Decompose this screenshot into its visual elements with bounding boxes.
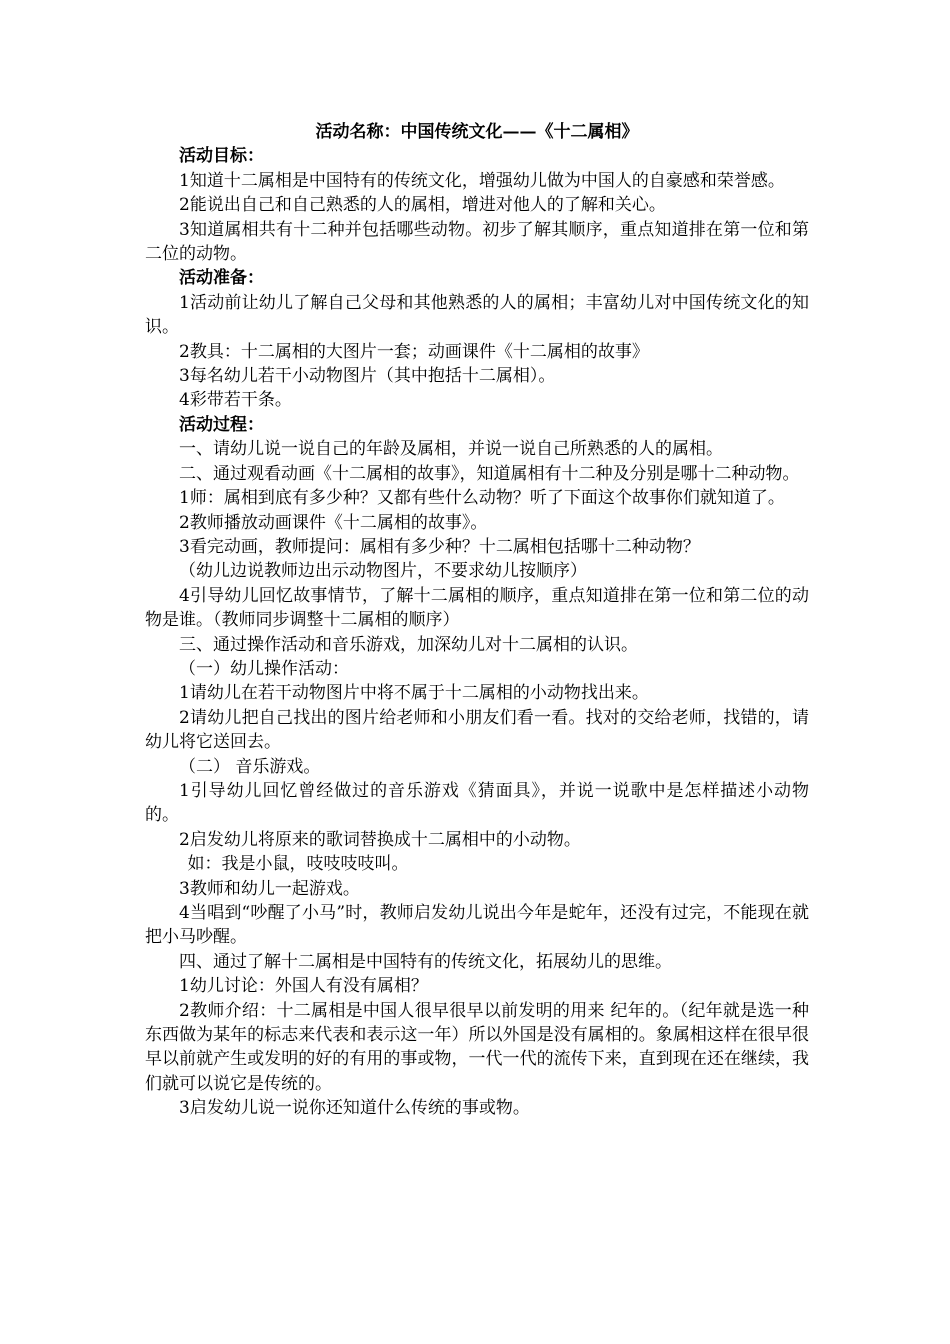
body-paragraph: （二） 音乐游戏。 — [179, 756, 321, 777]
body-paragraph: 3知道属相共有十二种并包括哪些动物。初步了解其顺序，重点知道排在第一位和第二位的动物。 — [145, 219, 809, 265]
body-paragraph: 1幼儿讨论：外国人有没有属相？ — [179, 976, 428, 997]
body-paragraph: 1引导幼儿回忆曾经做过的音乐游戏《猜面具》，并说一说歌中是怎样描述小动物的。 — [145, 780, 809, 826]
body-paragraph: 2教师介绍：十二属相是中国人很早很早以前发明的用来 纪年的。（纪年就是选一种东西做为某年的标志来代表和表示这一年）所以外国是没有属相的。象属相这样在很早很早以前就产生或发明的好的有用的事或物，一代一代的流传下来，直到现在还在继续，我们就可以说它是传统的。 — [145, 1000, 809, 1094]
section-heading: 活动过程： — [179, 414, 264, 435]
body-paragraph: 1活动前让幼儿了解自己父母和其他熟悉的人的属相；丰富幼儿对中国传统文化的知识。 — [145, 292, 809, 338]
example-line: 如：我是小鼠，吱吱吱吱叫。 — [187, 854, 409, 875]
body-paragraph: 1知道十二属相是中国特有的传统文化，增强幼儿做为中国人的自豪感和荣誉感。 — [179, 170, 785, 191]
body-paragraph: 3教师和幼儿一起游戏。 — [179, 878, 360, 899]
body-paragraph: 3看完动画，教师提问：属相有多少种？十二属相包括哪十二种动物？ — [179, 536, 700, 557]
body-paragraph: 四、通过了解十二属相是中国特有的传统文化，拓展幼儿的思维。 — [179, 951, 672, 972]
document-body — [145, 144, 809, 1120]
body-paragraph: 3每名幼儿若干小动物图片（其中抱括十二属相）。 — [179, 366, 556, 387]
body-paragraph: 4彩带若干条。 — [179, 390, 292, 411]
body-paragraph: 4当唱到“吵醒了小马”时，教师启发幼儿说出今年是蛇年，还没有过完，不能现在就把小马吵醒。 — [145, 903, 809, 948]
body-paragraph: 一、请幼儿说一说自己的年龄及属相，并说一说自己所熟悉的人的属相。 — [179, 439, 723, 460]
section-heading: 活动目标： — [179, 146, 264, 167]
body-paragraph: 1请幼儿在若干动物图片中将不属于十二属相的小动物找出来。 — [179, 683, 649, 704]
body-paragraph: 4引导幼儿回忆故事情节，了解十二属相的顺序，重点知道排在第一位和第二位的动物是谁。（教师同步调整十二属相的顺序） — [145, 585, 809, 631]
document-title: 活动名称：中国传统文化——《十二属相》 — [315, 122, 639, 142]
body-paragraph: 2请幼儿把自己找出的图片给老师和小朋友们看一看。找对的交给老师，找错的，请幼儿将它送回去。 — [145, 707, 809, 753]
body-paragraph: 2启发幼儿将原来的歌词替换成十二属相中的小动物。 — [179, 829, 581, 850]
body-paragraph: 二、通过观看动画《十二属相的故事》，知道属相有十二种及分别是哪十二种动物。 — [179, 463, 800, 484]
document-page — [145, 120, 809, 1121]
body-paragraph: （一）幼儿操作活动： — [179, 658, 349, 679]
body-paragraph: 2教具：十二属相的大图片一套；动画课件《十二属相的故事》 — [179, 341, 649, 362]
body-paragraph: 3启发幼儿说一说你还知道什么传统的事或物。 — [179, 1098, 530, 1119]
body-paragraph: 2教师播放动画课件《十二属相的故事》。 — [179, 512, 488, 533]
body-paragraph: 1师：属相到底有多少种？又都有些什么动物？听了下面这个故事你们就知道了。 — [179, 488, 785, 509]
section-heading: 活动准备： — [179, 268, 264, 289]
body-paragraph: 三、通过操作活动和音乐游戏，加深幼儿对十二属相的认识。 — [179, 634, 638, 655]
body-paragraph: （幼儿边说教师边出示动物图片，不要求幼儿按顺序） — [179, 561, 587, 582]
body-paragraph: 2能说出自己和自己熟悉的人的属相，增进对他人的了解和关心。 — [179, 195, 666, 216]
